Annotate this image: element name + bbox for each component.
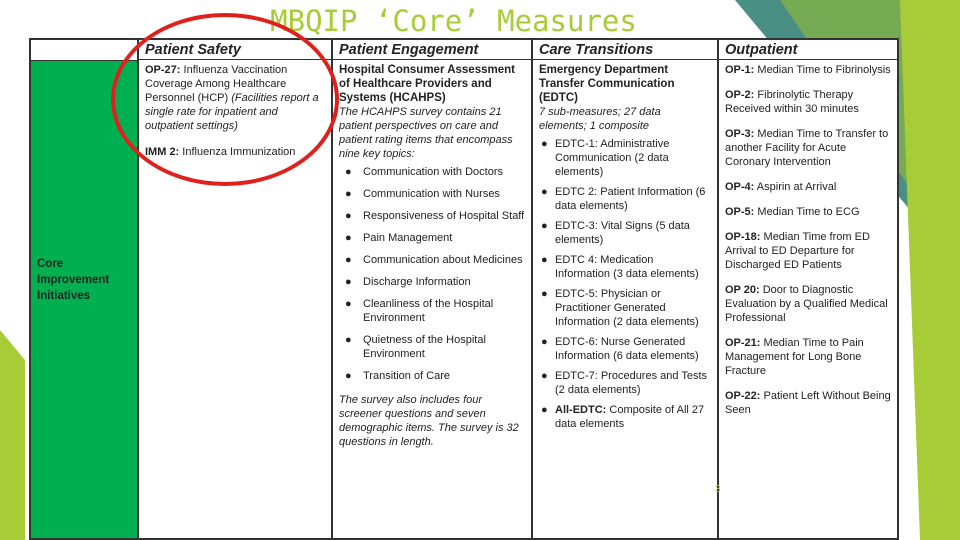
hcahps-title: Hospital Consumer Assessment of Healthcare Providers and Systems (HCAHPS) — [339, 64, 515, 104]
care-transitions-column — [531, 40, 717, 538]
outpatient-column — [717, 40, 897, 538]
list-item: ● EDTC 2: Patient Information (6 data elements) — [541, 186, 706, 212]
op27-text: Influenza Vaccination Coverage Among Healthcare Personnel (HCP) — [145, 64, 288, 104]
list-item: ● All-EDTC: Composite of All 27 data elements — [541, 404, 705, 430]
list-item: ● EDTC-3: Vital Signs (5 data elements) — [541, 220, 690, 246]
list-item: ● EDTC-7: Procedures and Tests (2 data elements) — [541, 370, 708, 396]
list-item: ● Communication with Nurses — [345, 188, 500, 200]
highlight-circle — [111, 13, 339, 186]
list-item: ● EDTC-5: Physician or Practitioner Generated Information (2 data elements) — [541, 288, 699, 328]
list-item: ● Transition of Care — [345, 370, 451, 382]
op27-note: (Facilities report a single rate for inpatient and outpatient settings) — [145, 92, 319, 132]
list-item: ● Discharge Information — [345, 276, 471, 288]
page-number: 3 — [715, 484, 721, 495]
outpatient-measure: OP-2: Fibrinolytic Therapy Received within 30 minutes — [725, 89, 859, 115]
edtc-title: Emergency Department Transfer Communication (EDTC) — [539, 64, 675, 104]
hcahps-topic-list — [339, 165, 525, 383]
list-item: ● Cleanliness of the Hospital Environment — [345, 298, 494, 324]
list-item: ● Communication about Medicines — [345, 254, 523, 266]
outpatient-measure: OP-21: Median Time to Pain Management for Long Bone Fracture — [725, 337, 864, 377]
outpatient-measure: OP-3: Median Time to Transfer to another Facility for Acute Coronary Intervention — [725, 128, 889, 168]
list-item: ● EDTC 4: Medication Information (3 data elements) — [541, 254, 699, 280]
outpatient-measure: OP-5: Median Time to ECG — [725, 206, 860, 218]
list-item: ● Communication with Doctors — [345, 166, 503, 178]
care-transitions-header: Care Transitions — [533, 40, 717, 60]
patient-safety-header: Patient Safety — [139, 40, 331, 60]
outpatient-header: Outpatient — [719, 40, 897, 60]
op27-code: OP-27: — [145, 64, 181, 76]
patient-engagement-column — [331, 40, 531, 538]
outpatient-measure: OP-18: Median Time from ED Arrival to ED Departure for Discharged ED Patients — [725, 231, 870, 271]
outpatient-measure: OP-4: Aspirin at Arrival — [725, 181, 837, 193]
edtc-intro: 7 sub-measures; 27 data elements; 1 composite — [539, 106, 661, 132]
slide-title: MBQIP ‘Core’ Measures — [270, 4, 637, 38]
patient-engagement-header: Patient Engagement — [333, 40, 531, 60]
hcahps-footer: The survey also includes four screener questions and seven demographic items. The survey is 32 questions in length. — [339, 394, 519, 448]
list-item: ● Quietness of the Hospital Environment — [345, 334, 486, 360]
list-item: ● Responsiveness of Hospital Staff — [345, 210, 525, 222]
imm2-text: Influenza Immunization — [179, 146, 296, 158]
list-item: ● EDTC-1: Administrative Communication (2 data elements) — [541, 138, 670, 178]
outpatient-measure: OP 20: Door to Diagnostic Evaluation by a Qualified Medical Professional — [725, 284, 888, 324]
outpatient-measure: OP-22: Patient Left Without Being Seen — [725, 390, 891, 416]
edtc-item-list — [539, 137, 711, 431]
imm2-code: IMM 2: — [145, 146, 180, 158]
list-item: ● EDTC-6: Nurse Generated Information (6 data elements) — [541, 336, 699, 362]
list-item: ● Pain Management — [345, 232, 453, 244]
outpatient-measure: OP-1: Median Time to Fibrinolysis — [725, 64, 891, 76]
hcahps-intro: The HCAHPS survey contains 21 patient perspectives on care and patient rating items that encompass nine key topics: — [339, 106, 513, 160]
row-label: Core Improvement Initiatives — [37, 258, 110, 302]
